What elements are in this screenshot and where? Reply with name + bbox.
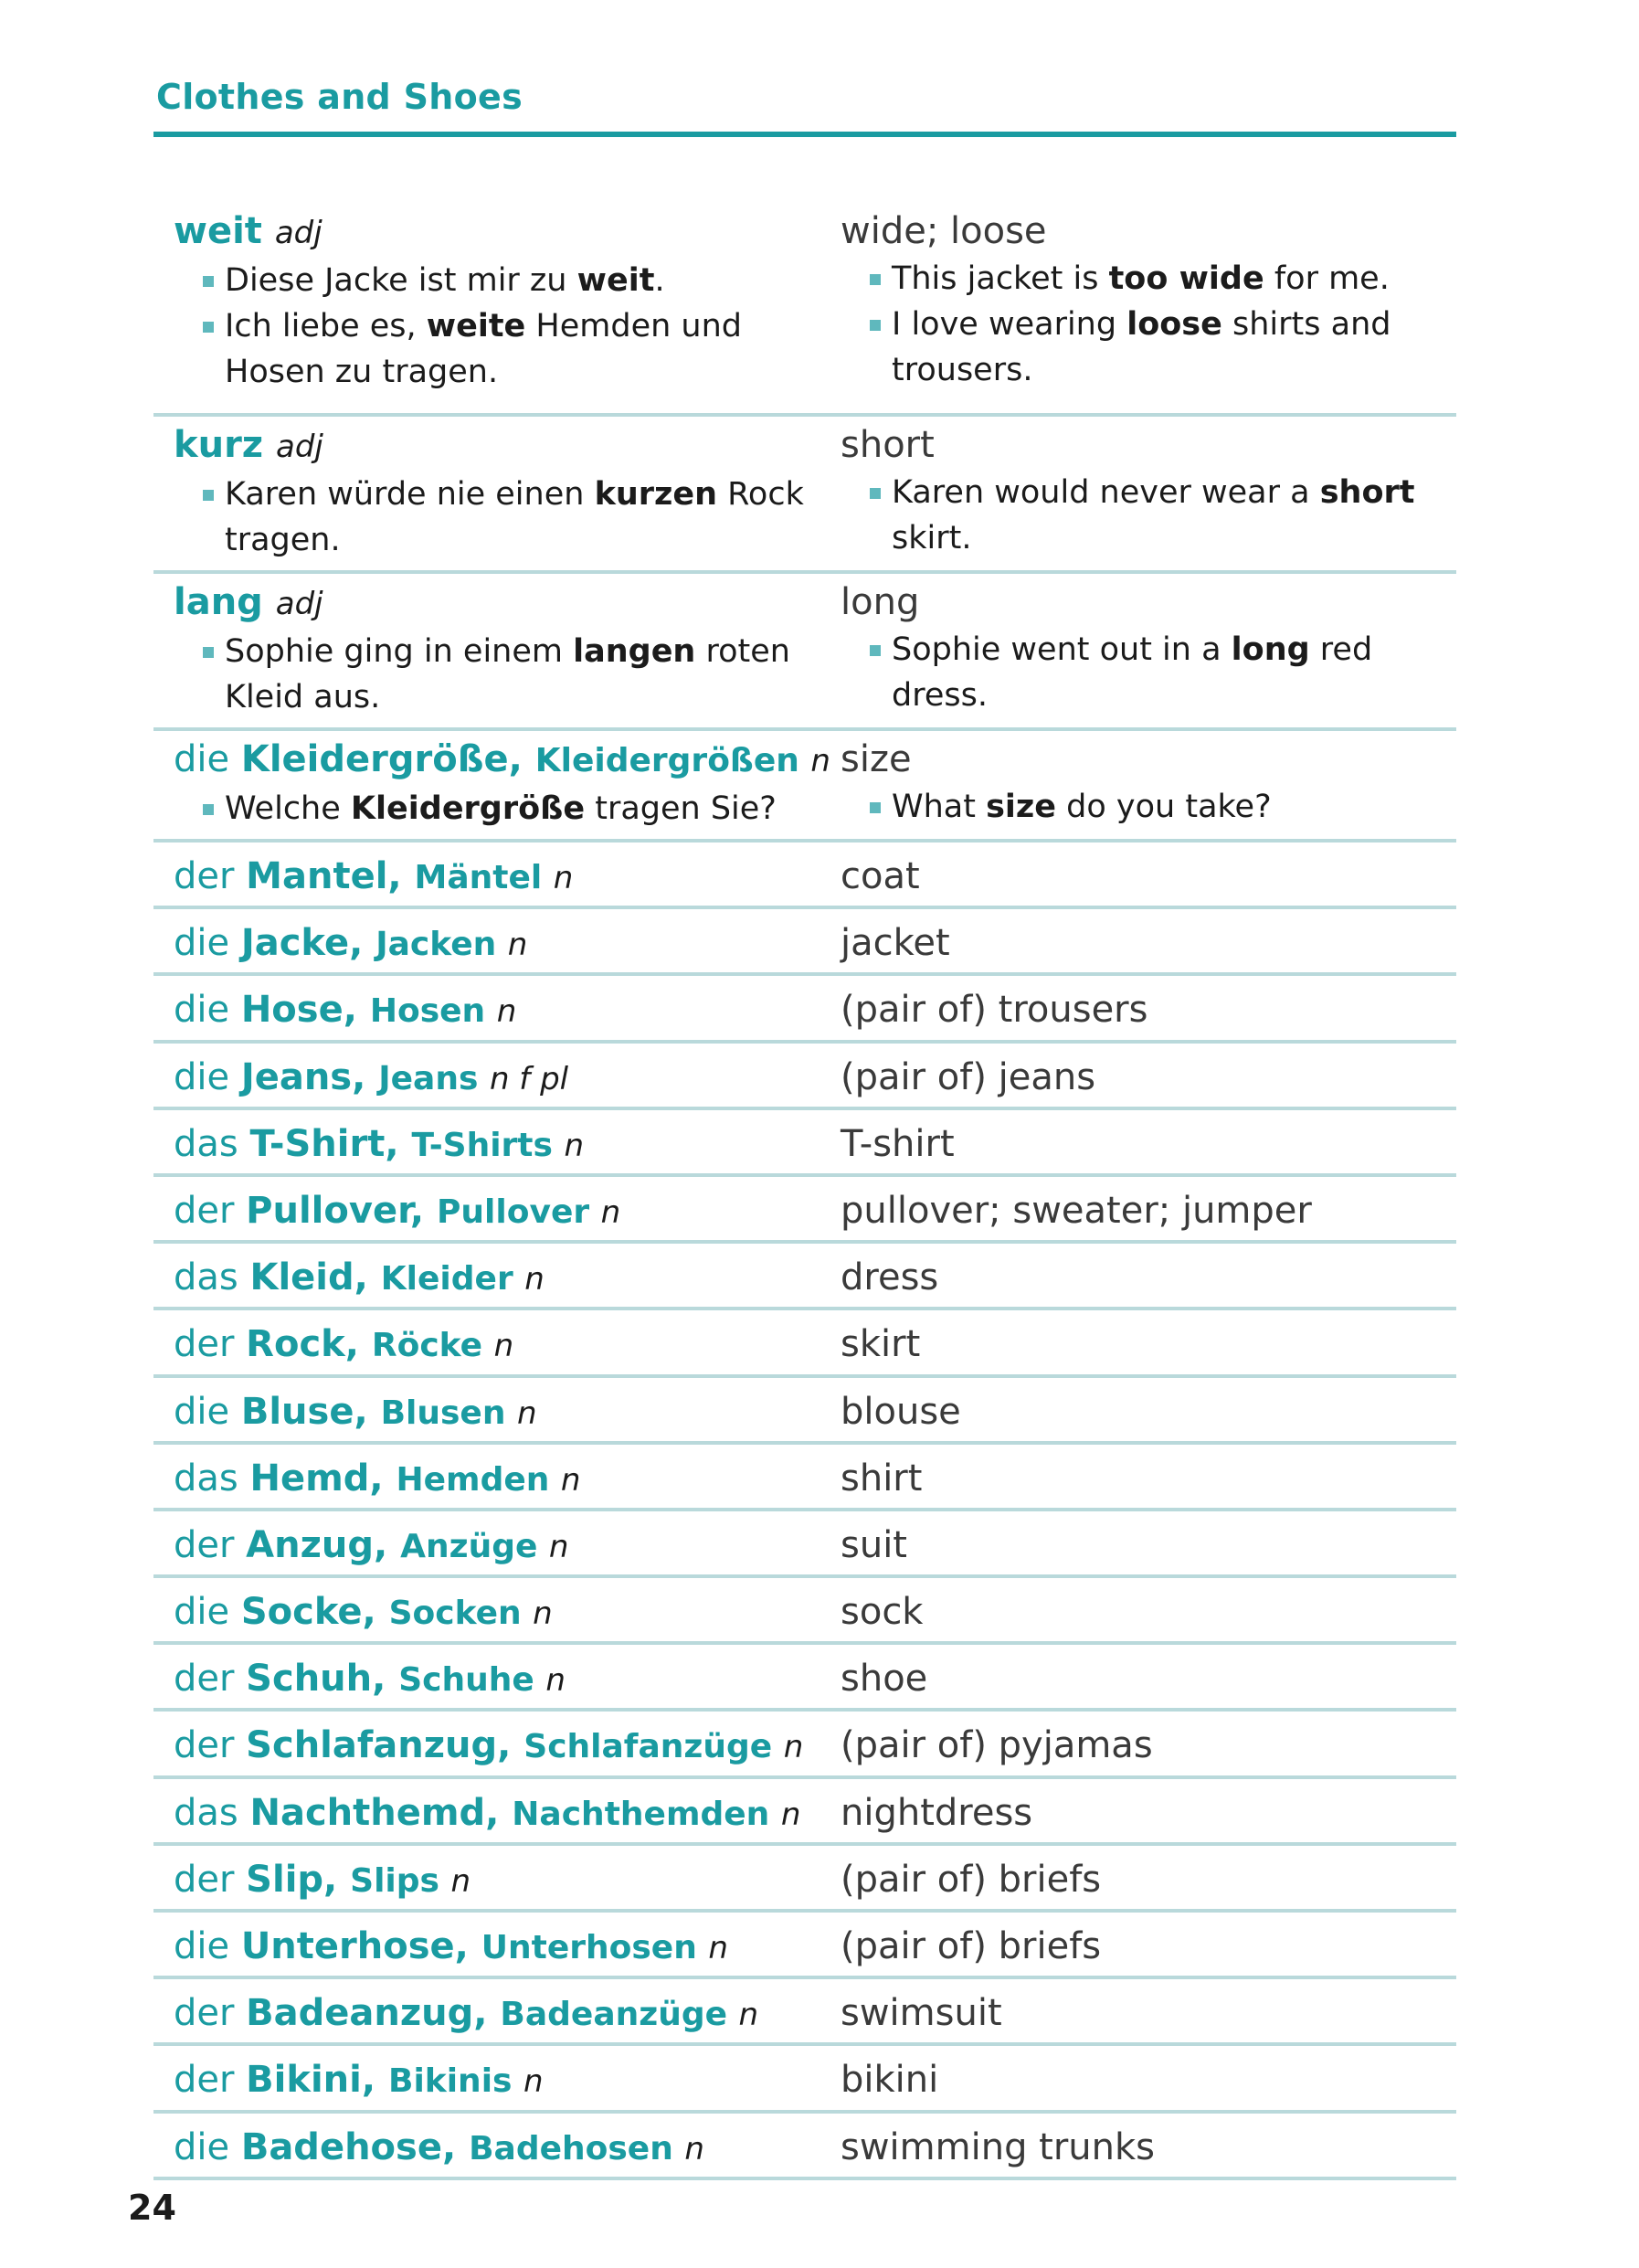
article: der [174,2059,247,2102]
plural-form: T-Shirts [411,1126,565,1164]
vocab-row [153,1913,1456,1979]
part-of-speech: n [684,2130,704,2167]
plural-form: Anzüge [400,1527,549,1565]
article: das [174,1122,250,1165]
headword [174,420,813,472]
english-column [841,420,1456,561]
english-column [841,578,1456,718]
vocab-row [153,1177,1456,1244]
german-column [174,735,830,832]
article: die [174,1925,241,1967]
word: Rock, [246,1323,372,1366]
example-german: Welche Kleidergröße tragen Sie? [174,786,813,832]
german-column [174,1855,813,1906]
german-column [174,1521,813,1572]
plural-form: Kleider [380,1260,525,1298]
translation: wide; loose [841,210,1047,252]
headword [174,207,813,258]
german-column [174,1053,813,1104]
plural-form: Blusen [380,1394,517,1432]
german-column [174,2055,813,2106]
english-column [841,2055,1456,2104]
headword [174,1521,813,1572]
english-column [841,1387,1456,1436]
article: das [174,1256,250,1299]
translation: nightdress [841,1791,1033,1834]
word: Badeanzug, [246,1992,501,2035]
plural-form: Hemden [396,1460,561,1499]
example-english: Sophie went out in a long red dress. [841,627,1456,718]
headword [174,1788,813,1839]
headword [174,1186,813,1237]
english-column [841,985,1456,1034]
english-column [841,1119,1456,1169]
vocab-row [153,2114,1456,2180]
article: die [174,922,241,965]
german-column [174,852,813,903]
article: der [174,1189,247,1232]
german-column [174,2123,813,2174]
translation: shirt [841,1457,923,1500]
translation: shoe [841,1658,928,1701]
german-column [174,1387,813,1438]
vocab-row [153,1846,1456,1913]
english-column [841,207,1456,393]
english-column [841,1521,1456,1570]
german-column [174,1788,813,1839]
part-of-speech: n [516,1394,537,1432]
part-of-speech: n [560,1461,581,1499]
vocab-row [153,1378,1456,1445]
part-of-speech: adj [276,429,323,465]
plural-form: Mäntel [414,859,554,896]
article: der [174,1858,247,1901]
vocabulary-table [153,207,1456,2180]
translation: skirt [841,1323,921,1366]
vocab-row [153,1244,1456,1310]
translation: (pair of) pyjamas [841,1724,1153,1767]
german-column [174,207,813,395]
translation: pullover; sweater; jumper [841,1189,1312,1232]
german-column [174,985,813,1036]
plural-form: Badeanzüge [500,1996,739,2034]
headword [174,2055,813,2106]
translation: (pair of) jeans [841,1055,1096,1098]
headword [174,918,813,970]
example-english: I love wearing loose shirts and trousers. [841,302,1456,393]
word: kurz [174,424,277,466]
article: der [174,1323,247,1366]
english-column [841,918,1456,968]
german-column [174,1988,813,2040]
vocab-row [153,1979,1456,2046]
headword [174,1053,813,1104]
translation: T-shirt [841,1122,955,1165]
german-column [174,1119,813,1171]
english-column [841,852,1456,901]
vocab-row [153,843,1456,909]
word: Socke, [240,1591,389,1634]
word: weit [174,210,275,252]
example-german: Sophie ging in einem langen roten Kleid aus. [174,629,813,720]
word: T-Shirt, [249,1122,412,1165]
example-german: Ich liebe es, weite Hemden und Hosen zu tragen. [174,303,813,395]
plural-form: Nachthemden [512,1795,781,1833]
article: der [174,1658,247,1701]
english-column [841,2123,1456,2172]
english-column [841,1654,1456,1703]
part-of-speech: n [533,1595,553,1633]
article: das [174,1791,250,1834]
headword [174,1253,813,1304]
part-of-speech: n [600,1193,621,1231]
translation: blouse [841,1390,961,1433]
vocab-row [153,1578,1456,1645]
article: der [174,1523,247,1566]
plural-form: Pullover [437,1192,601,1231]
english-column [841,1855,1456,1904]
part-of-speech: n [545,1662,566,1700]
part-of-speech: n [493,1328,514,1365]
page-header [153,77,1456,137]
english-column [841,1454,1456,1503]
german-column [174,578,813,720]
part-of-speech: n [523,2063,544,2101]
english-column [841,1053,1456,1102]
german-column [174,1922,813,1973]
headword [174,1319,813,1371]
article: die [174,1591,241,1634]
word: Jeans, [240,1055,379,1098]
word: Anzug, [246,1523,401,1566]
headword [174,1721,813,1772]
part-of-speech: n [810,743,830,779]
part-of-speech: n [496,993,517,1031]
headword [174,985,813,1036]
headword [174,1988,813,2040]
plural-form: Jeans [378,1059,490,1097]
word: Kleidergröße, [240,738,535,780]
headword [174,2123,813,2174]
vocab-row [153,1712,1456,1778]
german-column [174,420,813,563]
vocab-row [153,417,1456,574]
translation: (pair of) briefs [841,1925,1102,1967]
english-column [841,735,1456,830]
article: die [174,2125,241,2168]
translation: swimming trunks [841,2125,1156,2168]
german-column [174,1186,813,1237]
vocab-row [153,1779,1456,1846]
german-column [174,1253,813,1304]
german-column [174,1587,813,1638]
headword [174,1119,813,1171]
plural-form: Socken [388,1595,534,1633]
word: Hemd, [249,1457,397,1500]
translation: size [841,738,912,780]
vocab-row [153,976,1456,1043]
word: Mantel, [246,855,415,897]
plural-form: Unterhosen [481,1929,709,1966]
example-english: Karen would never wear a short skirt. [841,470,1456,561]
german-column [174,1654,813,1705]
article: die [174,738,241,780]
plural-form: Bikinis [388,2062,523,2101]
german-column [174,1721,813,1772]
part-of-speech: n [450,1862,471,1900]
part-of-speech: n [507,927,528,964]
part-of-speech: n [548,1528,569,1565]
vocab-row [153,1511,1456,1578]
word: Nachthemd, [249,1791,513,1834]
plural-form: Slips [350,1861,451,1900]
plural-form: Kleidergrößen [534,742,811,779]
headword [174,852,813,903]
german-column [174,918,813,970]
english-column [841,1922,1456,1971]
article: der [174,855,247,897]
example-english: This jacket is too wide for me. [841,256,1456,302]
plural-form: Röcke [371,1327,494,1365]
english-column [841,1253,1456,1302]
translation: (pair of) trousers [841,989,1148,1032]
word: Bluse, [240,1390,381,1433]
part-of-speech: n [780,1796,801,1833]
translation: bikini [841,2059,939,2102]
german-column [174,1319,813,1371]
headword [174,1387,813,1438]
article: die [174,1390,241,1433]
german-column [174,1454,813,1505]
headword [174,1855,813,1906]
plural-form: Badehosen [469,2129,685,2167]
part-of-speech: n [524,1261,545,1298]
part-of-speech: adj [274,215,323,251]
word: Pullover, [246,1189,438,1232]
english-column [841,1788,1456,1838]
headword [174,1922,813,1973]
english-column [841,1988,1456,2038]
vocab-row [153,1044,1456,1110]
plural-form: Schlafanzüge [523,1728,784,1766]
translation: dress [841,1256,939,1299]
plural-form: Hosen [369,992,497,1031]
word: Badehose, [240,2125,470,2168]
vocab-row [153,1645,1456,1712]
word: Schlafanzug, [246,1724,524,1767]
part-of-speech: n [553,860,574,896]
part-of-speech: n [708,1930,728,1966]
word: lang [174,581,276,623]
word: Bikini, [246,2059,388,2102]
vocab-row [153,1445,1456,1511]
headword [174,1454,813,1505]
english-column [841,1319,1456,1369]
english-column [841,1721,1456,1770]
article: der [174,1724,247,1767]
vocab-row [153,1310,1456,1377]
page-title: Clothes and Shoes [156,77,523,117]
vocab-row [153,2046,1456,2113]
english-column [841,1186,1456,1235]
part-of-speech: n [738,1997,759,2034]
translation: coat [841,855,920,897]
example-german: Diese Jacke ist mir zu weit. [174,258,813,303]
article: die [174,1055,241,1098]
word: Slip, [246,1858,351,1901]
part-of-speech: adj [275,586,323,622]
translation: jacket [841,922,950,965]
vocab-row [153,207,1456,417]
part-of-speech: n [564,1127,585,1164]
article: die [174,989,241,1032]
translation: short [841,424,935,466]
vocab-row [153,909,1456,976]
part-of-speech: n [783,1729,804,1766]
article: das [174,1457,250,1500]
page-number: 24 [128,2188,176,2228]
translation: long [841,581,920,623]
translation: (pair of) briefs [841,1858,1102,1901]
headword [174,735,830,786]
translation: suit [841,1523,907,1566]
translation: swimsuit [841,1992,1002,2035]
article: der [174,1992,247,2035]
english-column [841,1587,1456,1637]
word: Hose, [240,989,370,1032]
vocab-row [153,574,1456,731]
vocab-row [153,1110,1456,1177]
plural-form: Schuhe [398,1661,546,1700]
headword [174,578,813,629]
headword [174,1654,813,1705]
word: Jacke, [240,922,376,965]
translation: sock [841,1591,924,1634]
example-german: Karen würde nie einen kurzen Rock tragen. [174,472,813,563]
example-english: What size do you take? [841,784,1456,830]
headword [174,1587,813,1638]
part-of-speech: n f pl [489,1060,569,1097]
word: Unterhose, [240,1925,481,1967]
plural-form: Jacken [375,926,508,964]
word: Schuh, [246,1658,399,1701]
word: Kleid, [249,1256,381,1299]
vocab-row [153,731,1456,843]
